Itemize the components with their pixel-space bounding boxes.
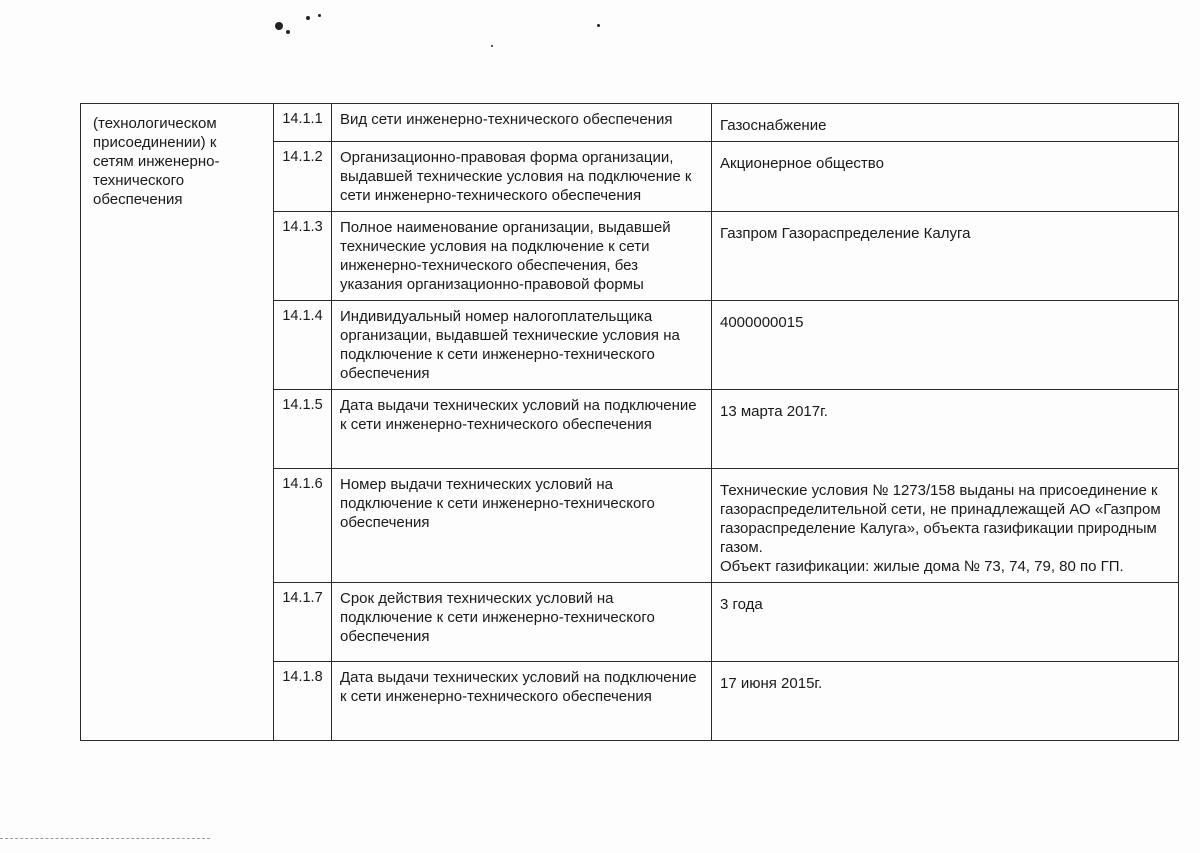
scan-speck [286, 30, 290, 34]
row-number: 14.1.5 [274, 390, 332, 469]
scan-edge-line [0, 838, 210, 839]
row-description: Индивидуальный номер налогоплательщика организации, выдавшей технические условия на подключение к сети инженерно-технического обеспечения [332, 301, 712, 390]
section-label: (технологическом присоединении) к сетям инженерно-технического обеспечения [81, 104, 274, 741]
row-value: 17 июня 2015г. [712, 662, 1179, 741]
table-row [81, 104, 1179, 142]
row-description: Дата выдачи технических условий на подключение к сети инженерно-технического обеспечения [332, 390, 712, 469]
row-number: 14.1.1 [274, 104, 332, 142]
tech-conditions-text: Технические условия № 1273/158 выданы на присоединение к газораспределительной сети, не принадлежащей АО «Газпром газораспределение Калуга», объекта газификации природным газом. [720, 482, 1161, 556]
row-value: 13 марта 2017г. [712, 390, 1179, 469]
row-description: Полное наименование организации, выдавшей технические условия на подключение к сети инженерно-технического обеспечения, без указания организационно-правовой формы [332, 212, 712, 301]
row-number: 14.1.3 [274, 212, 332, 301]
tech-conditions-table [80, 103, 1179, 741]
row-number: 14.1.2 [274, 142, 332, 212]
row-number: 14.1.7 [274, 583, 332, 662]
scan-speck [318, 14, 321, 17]
row-value: 4000000015 [712, 301, 1179, 390]
row-value: 3 года [712, 583, 1179, 662]
row-number: 14.1.8 [274, 662, 332, 741]
row-value-multiline [712, 469, 1179, 583]
row-description: Вид сети инженерно-технического обеспечения [332, 104, 712, 142]
scan-speck [306, 16, 310, 20]
row-number: 14.1.6 [274, 469, 332, 583]
row-number: 14.1.4 [274, 301, 332, 390]
row-value: Газпром Газораспределение Калуга [712, 212, 1179, 301]
gasification-object-text: Объект газификации: жилые дома № 73, 74, 79, 80 по ГП. [720, 558, 1124, 575]
row-description: Срок действия технических условий на подключение к сети инженерно-технического обеспечения [332, 583, 712, 662]
scan-speck [491, 45, 493, 47]
row-value: Акционерное общество [712, 142, 1179, 212]
scan-speck [275, 22, 283, 30]
row-description: Номер выдачи технических условий на подключение к сети инженерно-технического обеспечения [332, 469, 712, 583]
row-value: Газоснабжение [712, 104, 1179, 142]
row-description: Организационно-правовая форма организации, выдавшей технические условия на подключение к сети инженерно-технического обеспечения [332, 142, 712, 212]
scan-speck [597, 24, 600, 27]
row-description: Дата выдачи технических условий на подключение к сети инженерно-технического обеспечения [332, 662, 712, 741]
